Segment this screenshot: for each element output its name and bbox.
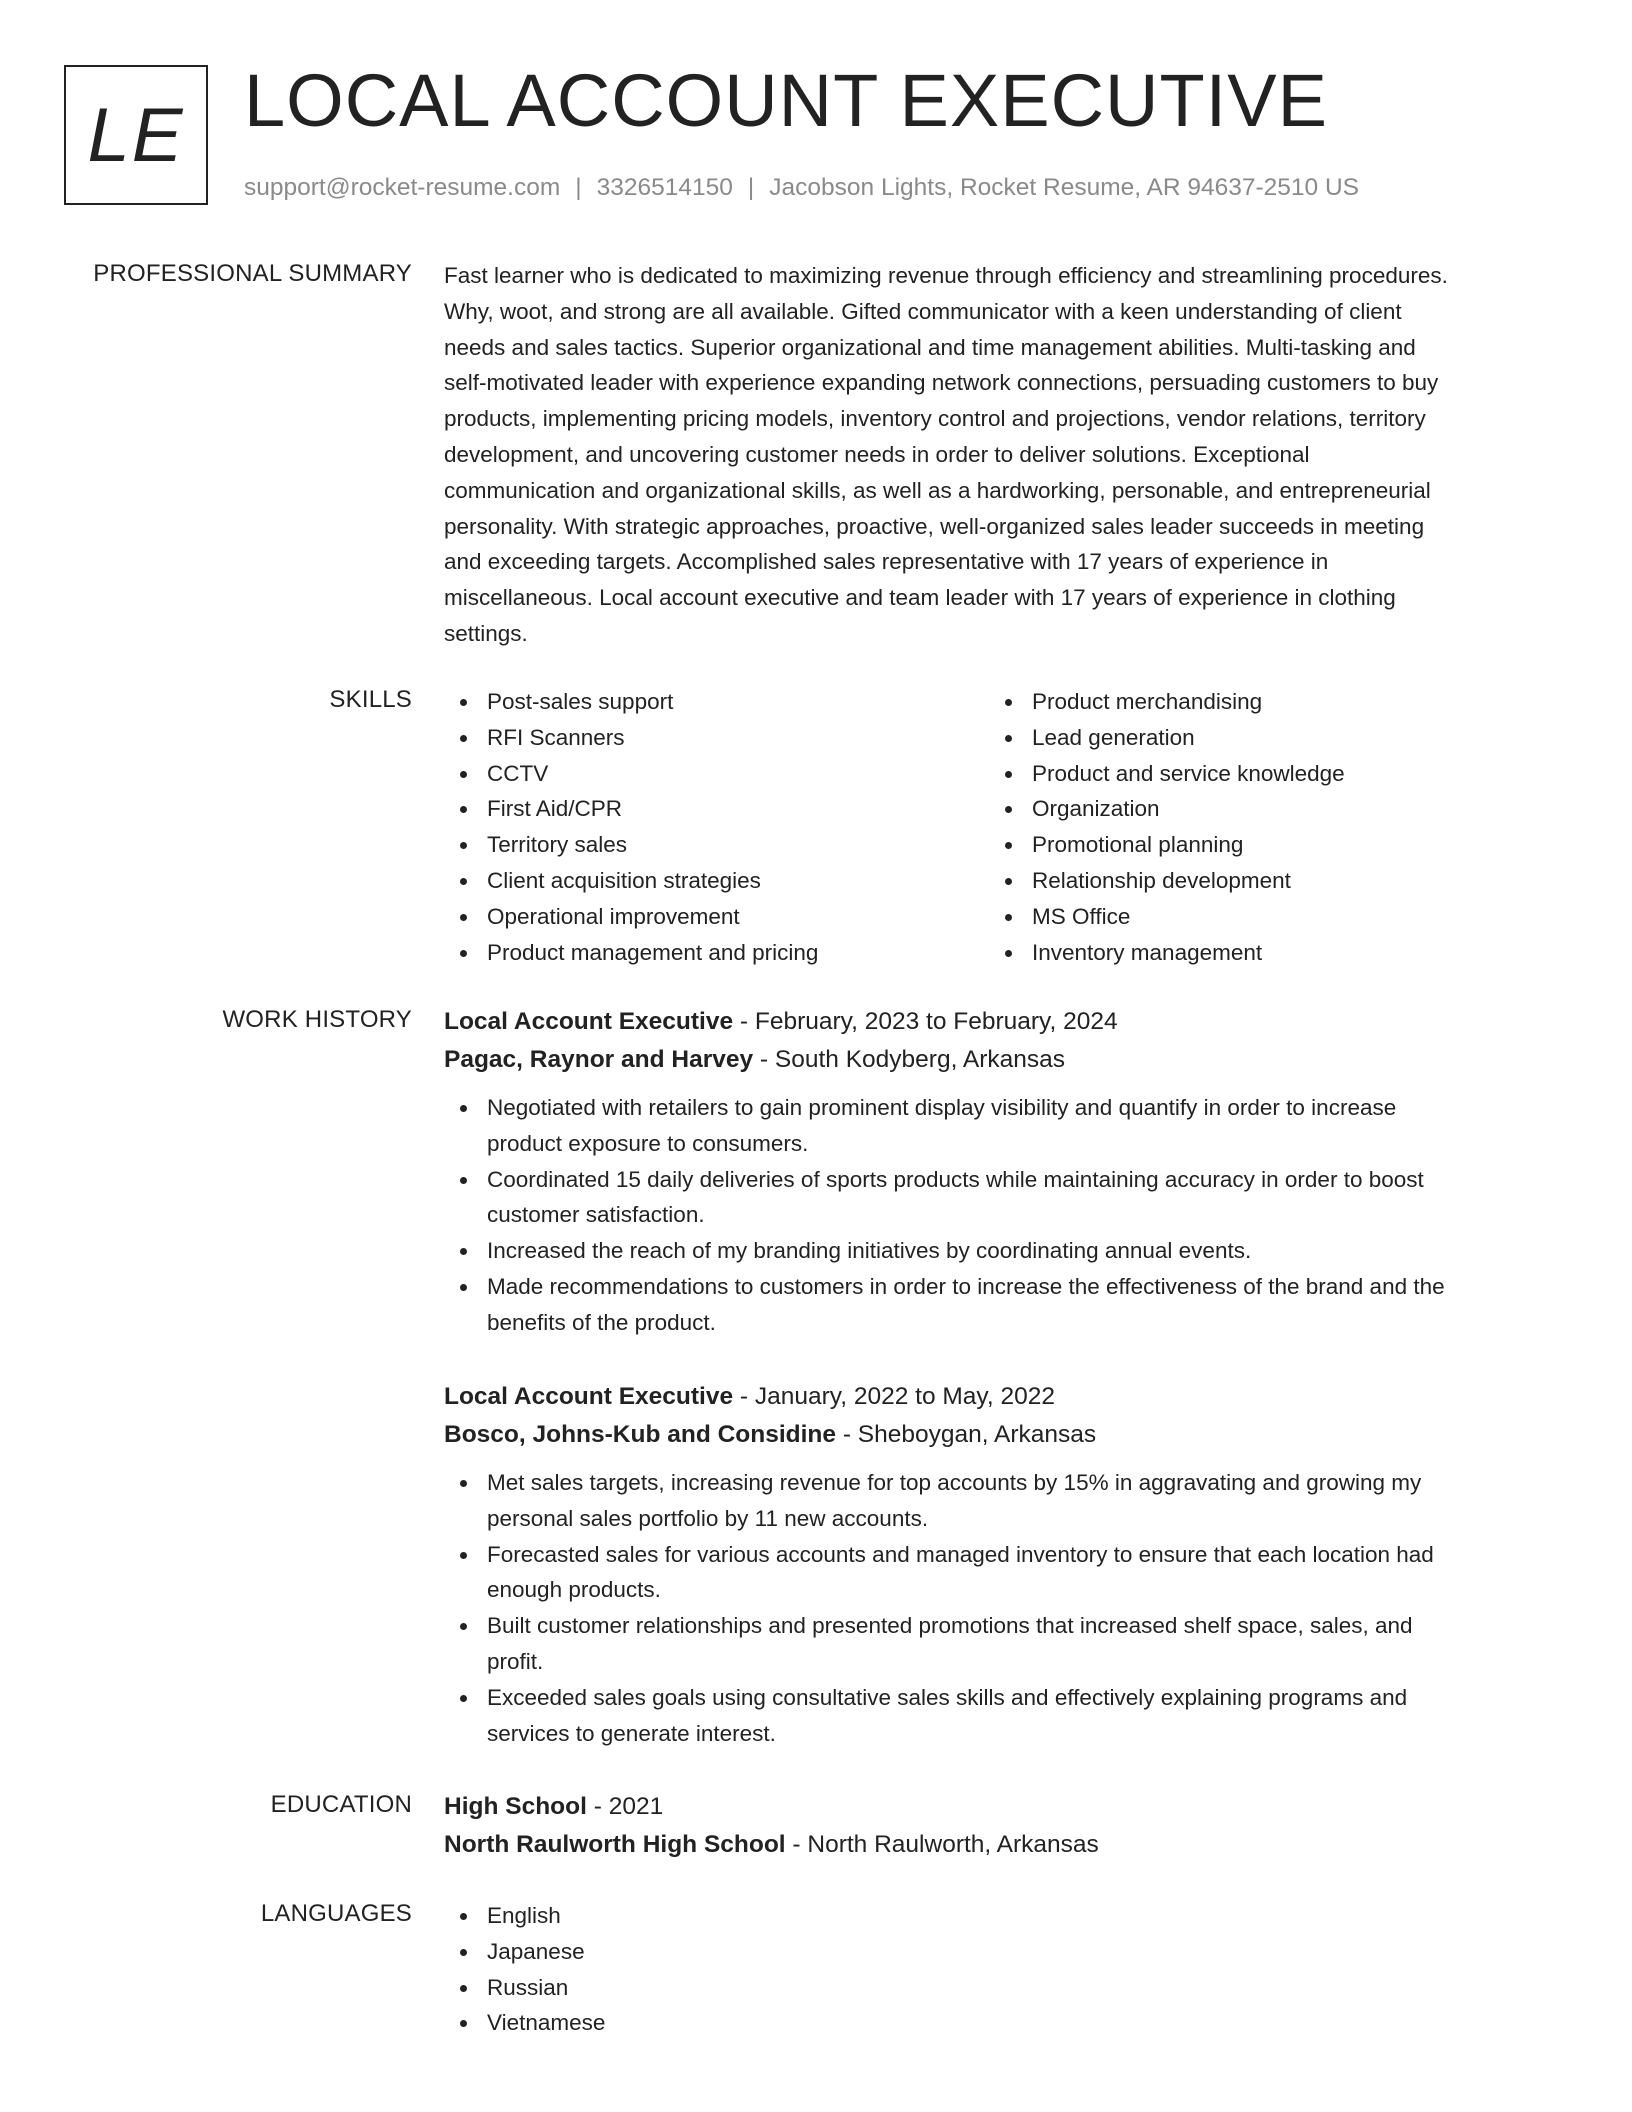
summary-line: settings.	[444, 620, 528, 646]
skill-item: Product merchandising	[989, 684, 1534, 720]
job-company: Bosco, Johns-Kub and Considine	[444, 1421, 837, 1448]
job-company-line	[444, 1041, 1552, 1079]
summary-line: development, and uncovering customer needs in order to deliver solutions. Exceptional	[444, 441, 1310, 467]
bullet-line: Built customer relationships and presented promotions that increased shelf space, sales, and	[487, 1613, 1413, 1639]
job-bullet	[444, 1162, 1552, 1234]
contact-phone: 3326514150	[596, 174, 733, 201]
summary-text	[444, 258, 1552, 652]
skill-item: First Aid/CPR	[444, 791, 989, 827]
contact-line	[244, 174, 1359, 202]
language-item: Japanese	[444, 1934, 1552, 1970]
job-bullet	[444, 1465, 1552, 1537]
section-label-work-history: WORK HISTORY	[222, 1006, 412, 1033]
summary-line: Fast learner who is dedicated to maximizing revenue through efficiency and streamlining procedures.	[444, 263, 1448, 288]
bullet-line: Met sales targets, increasing revenue for top accounts by 15% in aggravating and growing my	[487, 1470, 1422, 1495]
bullet-line: enough products.	[487, 1577, 661, 1603]
summary-line: products, implementing pricing models, inventory control and projections, vendor relations, territory	[444, 406, 1426, 432]
job-title-line	[444, 1003, 1552, 1041]
skill-item: CCTV	[444, 756, 989, 792]
bullet-line: product exposure to consumers.	[487, 1130, 809, 1156]
summary-line: Why, woot, and strong are all available. Gifted communicator with a keen understanding of client	[444, 298, 1402, 324]
languages-body	[444, 1898, 1552, 2041]
bullet-line: customer satisfaction.	[487, 1202, 705, 1228]
skill-item: Relationship development	[989, 863, 1534, 899]
job-bullet	[444, 1608, 1552, 1680]
bullet-line: profit.	[487, 1648, 544, 1674]
education-location: - North Raulworth, Arkansas	[785, 1831, 1099, 1858]
monogram-initials: LE	[87, 92, 185, 178]
job-bullet	[444, 1090, 1552, 1162]
job-entry	[444, 1003, 1552, 1341]
contact-separator: |	[575, 174, 582, 201]
education-school: North Raulworth High School	[444, 1831, 786, 1858]
skill-item: Post-sales support	[444, 684, 989, 720]
bullet-line: Forecasted sales for various accounts and managed inventory to ensure that each location had	[487, 1541, 1434, 1567]
job-title: Local Account Executive	[444, 1008, 734, 1035]
job-dates: - January, 2022 to May, 2022	[733, 1383, 1055, 1410]
bullet-line: Exceeded sales goals using consultative sales skills and effectively explaining programs and	[487, 1684, 1408, 1710]
summary-line: personality. With strategic approaches, proactive, well-organized sales leader succeeds in meeting	[444, 513, 1425, 539]
skill-item: Promotional planning	[989, 827, 1534, 863]
skills-column-right	[989, 684, 1534, 970]
skill-item: MS Office	[989, 899, 1534, 935]
job-location: - South Kodyberg, Arkansas	[753, 1046, 1065, 1073]
bullet-line: Increased the reach of my branding initiatives by coordinating annual events.	[487, 1238, 1252, 1264]
summary-line: self-motivated leader with experience expanding network connections, persuading customers to buy	[444, 370, 1439, 396]
skills-body	[444, 684, 1552, 974]
bullet-line: personal sales portfolio by 11 new accounts.	[487, 1505, 929, 1531]
section-label-education: EDUCATION	[270, 1791, 412, 1818]
education-degree-line	[444, 1788, 1552, 1826]
summary-line: and exceeding targets. Accomplished sales representative with 17 years of experience in	[444, 549, 1329, 575]
section-label-skills: SKILLS	[329, 686, 412, 713]
skill-item: RFI Scanners	[444, 720, 989, 756]
bullet-line: Made recommendations to customers in order to increase the effectiveness of the brand and the	[487, 1273, 1445, 1299]
job-entry	[444, 1378, 1552, 1751]
job-company-line	[444, 1416, 1552, 1454]
job-title-line	[444, 1378, 1552, 1416]
bullet-line: Negotiated with retailers to gain prominent display visibility and quantify in order to increase	[487, 1095, 1397, 1120]
language-item: English	[444, 1898, 1552, 1934]
skill-item: Territory sales	[444, 827, 989, 863]
bullet-line: services to generate interest.	[487, 1720, 776, 1746]
bullet-line: benefits of the product.	[487, 1309, 716, 1335]
contact-address: Jacobson Lights, Rocket Resume, AR 94637-2510 US	[769, 174, 1359, 201]
contact-separator: |	[747, 174, 755, 201]
resume-title: LOCAL ACCOUNT EXECUTIVE	[244, 59, 1328, 142]
skill-item: Product management and pricing	[444, 935, 989, 971]
job-location: - Sheboygan, Arkansas	[836, 1421, 1097, 1448]
monogram-box	[64, 65, 208, 205]
skill-item: Organization	[989, 791, 1534, 827]
language-item: Vietnamese	[444, 2005, 1552, 2041]
skills-column-left	[444, 684, 989, 970]
summary-line: communication and organizational skills, as well as a hardworking, personable, and entrepreneurial	[444, 477, 1431, 503]
education-degree: High School	[444, 1793, 587, 1820]
skill-item: Product and service knowledge	[989, 756, 1534, 792]
skill-item: Operational improvement	[444, 899, 989, 935]
skill-item: Lead generation	[989, 720, 1534, 756]
job-company: Pagac, Raynor and Harvey	[444, 1046, 754, 1073]
job-bullet	[444, 1233, 1552, 1269]
contact-email: support@rocket-resume.com	[244, 174, 561, 201]
job-bullet	[444, 1680, 1552, 1752]
skill-item: Inventory management	[989, 935, 1534, 971]
job-title: Local Account Executive	[444, 1383, 734, 1410]
bullet-line: Coordinated 15 daily deliveries of sports products while maintaining accuracy in order to boost	[487, 1166, 1424, 1192]
skill-item: Client acquisition strategies	[444, 863, 989, 899]
section-label-summary: PROFESSIONAL SUMMARY	[93, 260, 412, 287]
section-label-languages: LANGUAGES	[260, 1900, 412, 1927]
language-item: Russian	[444, 1970, 1552, 2006]
education-body	[444, 1788, 1552, 1864]
job-dates: - February, 2023 to February, 2024	[733, 1008, 1118, 1035]
job-bullet	[444, 1269, 1552, 1341]
education-school-line	[444, 1826, 1552, 1864]
summary-line: needs and sales tactics. Superior organizational and time management abilities. Multi-tasking and	[444, 334, 1416, 360]
job-bullet	[444, 1537, 1552, 1609]
summary-line: miscellaneous. Local account executive and team leader with 17 years of experience in clothing	[444, 585, 1396, 611]
education-year: - 2021	[586, 1793, 664, 1820]
